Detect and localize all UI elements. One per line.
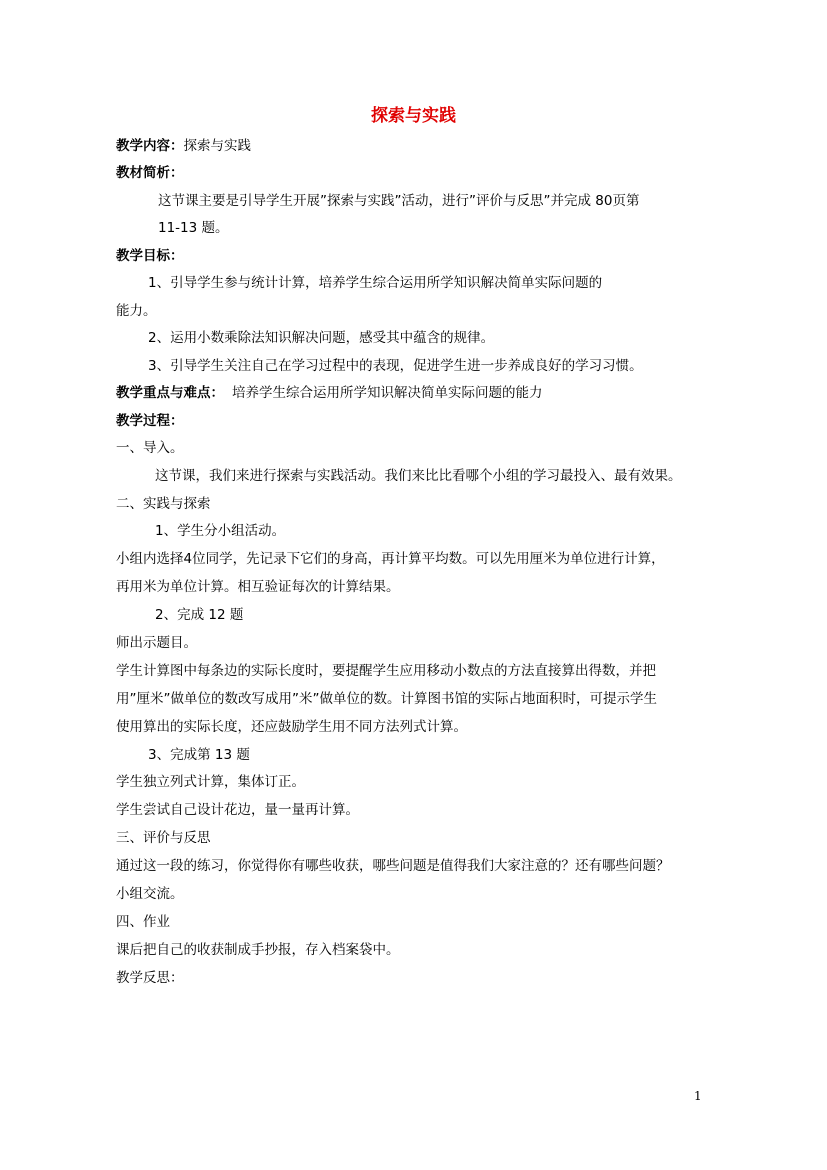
page-title: 探索与实践 — [371, 106, 456, 126]
goal-1-line1: 1、引导学生参与统计计算，培养学生综合运用所学知识解决简单实际问题的 — [148, 275, 603, 291]
section-2-heading: 二、实践与探索 — [116, 496, 211, 512]
section-3-heading: 三、评价与反思 — [116, 830, 211, 846]
section-2-item-3: 3、完成第 13 题 — [148, 747, 250, 763]
section-2-item-2-line2: 学生计算图中每条边的实际长度时，要提醒学生应用移动小数点的方法直接算出得数，并把 — [116, 663, 656, 679]
goals-label: 教学目标： — [116, 248, 184, 264]
analysis-label: 教材简析： — [116, 165, 184, 181]
process-label: 教学过程： — [116, 413, 184, 429]
section-1-text: 这节课，我们来进行探索与实践活动。我们来比比看哪个小组的学习最投入、最有效果。 — [155, 468, 682, 484]
keypoints-row — [116, 383, 543, 403]
goal-2: 2、运用小数乘除法知识解决问题，感受其中蕴含的规律。 — [148, 330, 495, 346]
page-number: 1 — [694, 1089, 702, 1103]
section-2-item-2-line1: 师出示题目。 — [116, 635, 197, 651]
analysis-text-line2: 11-13 题。 — [158, 220, 229, 236]
goal-1-line2: 能力。 — [116, 303, 157, 319]
section-3-line1: 通过这一段的练习，你觉得你有哪些收获，哪些问题是值得我们大家注意的？还有哪些问题？ — [116, 858, 670, 874]
section-2-item-2-line4: 使用算出的实际长度，还应鼓励学生用不同方法列式计算。 — [116, 719, 467, 735]
section-1-heading: 一、导入。 — [116, 440, 184, 456]
section-2-item-1-line2: 再用米为单位计算。相互验证每次的计算结果。 — [116, 579, 400, 595]
section-2-item-1: 1、学生分小组活动。 — [155, 523, 286, 539]
goal-3: 3、引导学生关注自己在学习过程中的表现，促进学生进一步养成良好的学习习惯。 — [148, 358, 643, 374]
content-row — [116, 136, 251, 156]
keypoints-label: 教学重点与难点： — [116, 385, 224, 401]
section-2-item-3-line2: 学生尝试自己设计花边，量一量再计算。 — [116, 802, 359, 818]
keypoints-value: 培养学生综合运用所学知识解决简单实际问题的能力 — [232, 385, 543, 401]
section-2-item-2: 2、完成 12 题 — [155, 607, 244, 623]
section-4-line1: 课后把自己的收获制成手抄报，存入档案袋中。 — [116, 942, 400, 958]
section-4-heading: 四、作业 — [116, 914, 170, 930]
section-2-item-3-line1: 学生独立列式计算，集体订正。 — [116, 774, 305, 790]
section-2-item-1-line1: 小组内选择4位同学，先记录下它们的身高，再计算平均数。可以先用厘米为单位进行计算， — [116, 551, 665, 567]
content-value: 探索与实践 — [183, 138, 251, 154]
section-3-line2: 小组交流。 — [116, 886, 184, 902]
reflection-label: 教学反思： — [116, 970, 184, 986]
analysis-text-line1: 这节课主要是引导学生开展”探索与实践”活动，进行”评价与反思”并完成 80页第 — [158, 193, 640, 209]
section-2-item-2-line3: 用”厘米”做单位的数改写成用”米”做单位的数。计算图书馆的实际占地面积时，可提示学生 — [116, 691, 657, 707]
content-label: 教学内容： — [116, 138, 184, 154]
